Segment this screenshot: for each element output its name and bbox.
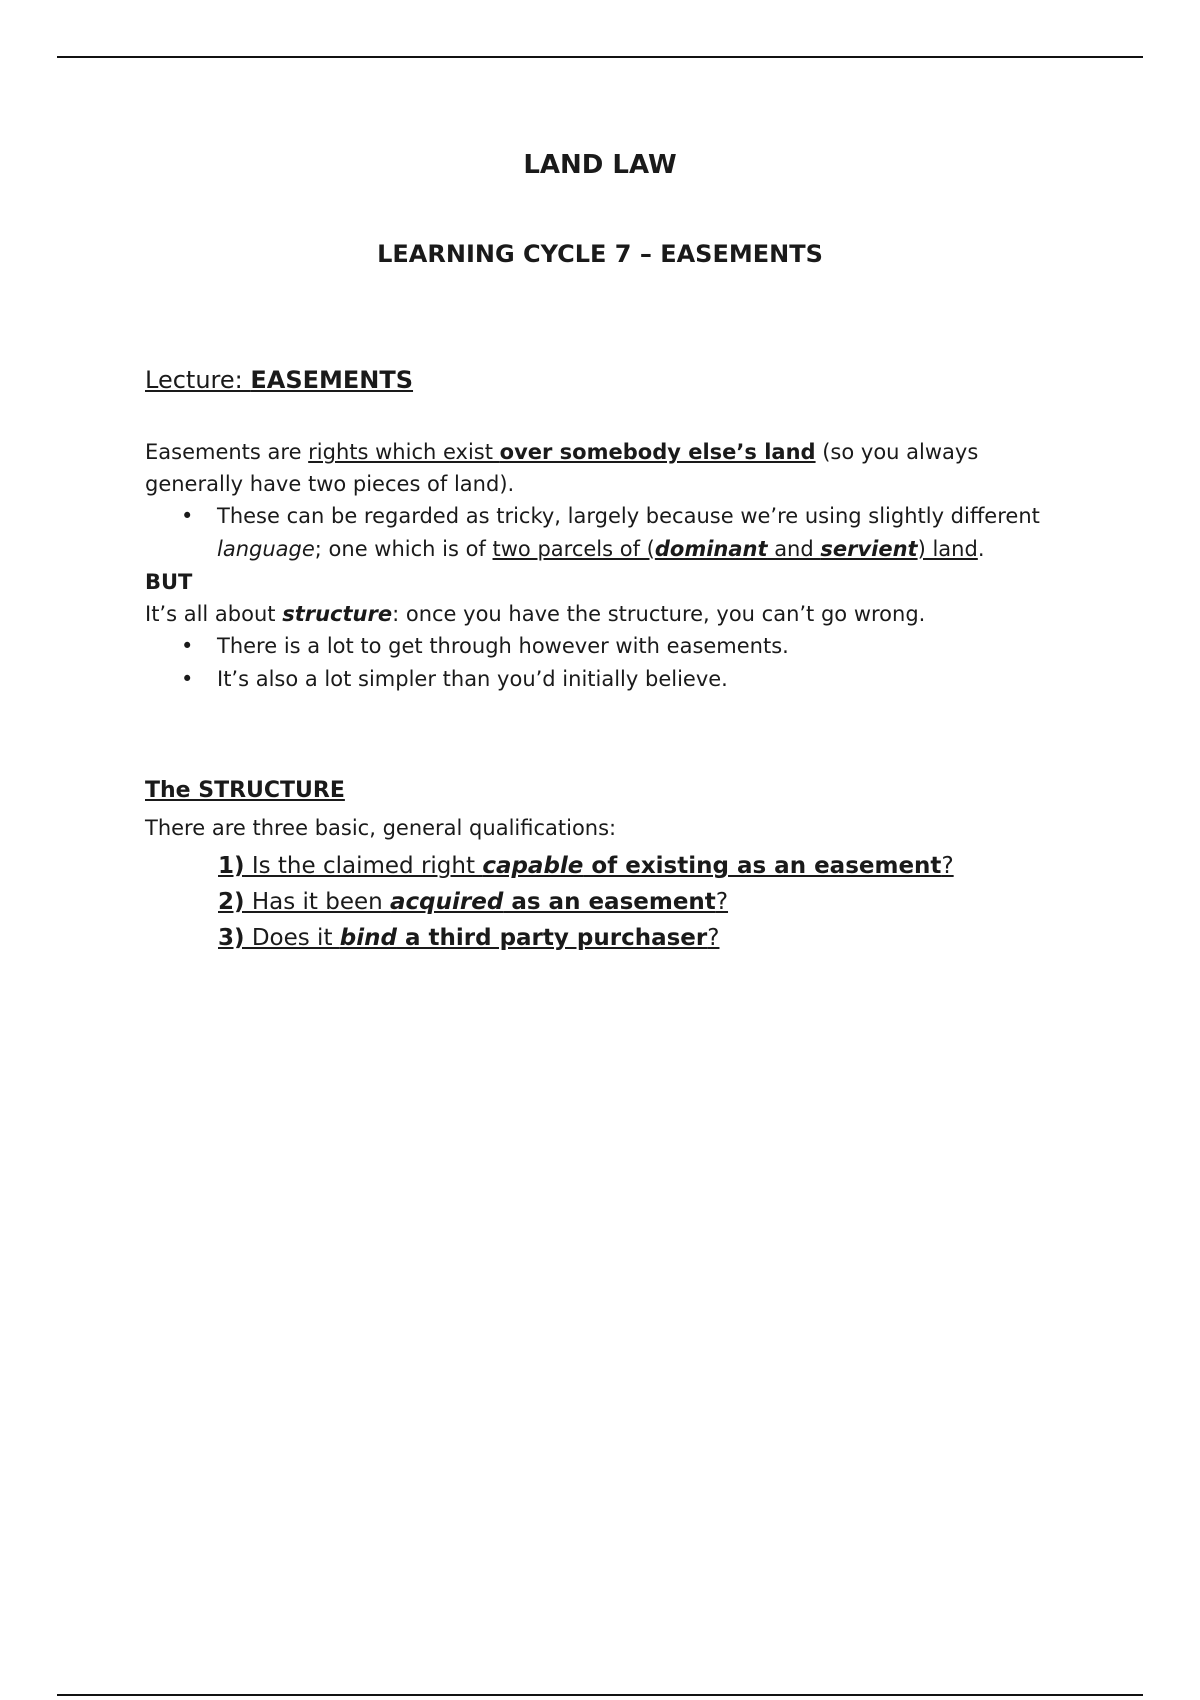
qualification-number: 2): [218, 889, 245, 915]
paragraph-emphasis: structure: [282, 602, 393, 626]
qualification-bold: of existing as an easement: [583, 853, 942, 879]
qualification-key: acquired: [390, 889, 504, 915]
list-item: [145, 500, 1045, 566]
qualification-number: 3): [218, 925, 245, 951]
paragraph-text: It’s all about: [145, 602, 283, 626]
qualification-key: bind: [339, 925, 397, 951]
qualification-text: Has it been: [244, 889, 391, 915]
bullet-underlined: ) land: [917, 537, 978, 561]
qualification-3: [218, 920, 954, 956]
intro-text-end: (so you always generally have two pieces of land).: [145, 440, 979, 496]
bullet-dominant: dominant: [654, 537, 768, 561]
bullet-text: .: [977, 537, 985, 561]
qualification-2: [218, 884, 954, 920]
lecture-topic: EASEMENTS: [250, 366, 414, 394]
qualification-mark: ?: [941, 853, 954, 879]
paragraph-text: : once you have the structure, you can’t go wrong.: [392, 602, 926, 626]
bullet-text: ; one which is of: [314, 537, 493, 561]
document-title: LAND LAW: [523, 150, 677, 180]
intro-emphasis: over somebody else’s land: [499, 440, 816, 464]
lecture-label: Lecture:: [145, 366, 251, 394]
bottom-rule: [57, 1694, 1143, 1696]
bullet-underlined: and: [767, 537, 821, 561]
qualification-text: Does it: [244, 925, 340, 951]
qualification-bold: as an easement: [503, 889, 716, 915]
structure-paragraph: [145, 598, 1045, 630]
intro-paragraph: [145, 436, 1045, 500]
bullet-servient: servient: [820, 537, 918, 561]
bullet-icon: •: [181, 634, 194, 658]
structure-heading: The STRUCTURE: [145, 778, 345, 803]
summary-bullets: [145, 630, 1045, 696]
qualification-mark: ?: [707, 925, 720, 951]
lecture-heading: [145, 366, 1045, 394]
bullet-italic: language: [217, 537, 315, 561]
intro-bullets: [145, 500, 1045, 566]
bullet-underlined: two parcels of (: [492, 537, 655, 561]
bullet-text: There is a lot to get through however with easements.: [217, 634, 789, 658]
bullet-text: These can be regarded as tricky, largely because we’re using slightly different: [217, 504, 1040, 528]
qualification-bold: a third party purchaser: [396, 925, 708, 951]
intro-section: [145, 436, 1045, 696]
document-subtitle: LEARNING CYCLE 7 – EASEMENTS: [377, 240, 823, 268]
structure-intro: There are three basic, general qualifications:: [145, 816, 617, 840]
qualification-list: [218, 848, 954, 956]
intro-text: Easements are: [145, 440, 309, 464]
qualification-number: 1): [218, 853, 245, 879]
top-rule: [57, 56, 1143, 58]
bullet-text: It’s also a lot simpler than you’d initially believe.: [217, 667, 728, 691]
qualification-text: Is the claimed right: [244, 853, 483, 879]
qualification-key: capable: [482, 853, 584, 879]
qualification-1: [218, 848, 954, 884]
bullet-icon: •: [181, 667, 194, 691]
but-label: BUT: [145, 570, 193, 594]
intro-underlined: rights which exist: [308, 440, 500, 464]
list-item: [145, 663, 1045, 696]
qualification-mark: ?: [715, 889, 729, 915]
bullet-icon: •: [181, 504, 194, 528]
list-item: [145, 630, 1045, 663]
